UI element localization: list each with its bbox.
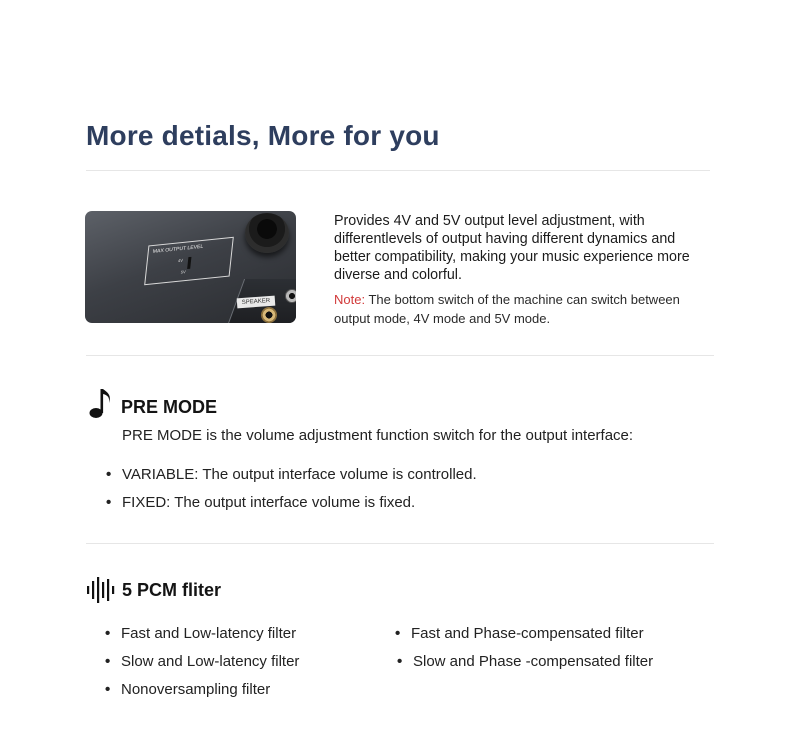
waveform-icon	[86, 577, 116, 603]
rca-jack	[285, 289, 296, 303]
panel-mark-top: 4V	[177, 257, 184, 264]
panel-label: MAX OUTPUT LEVEL	[152, 243, 204, 255]
list-item: • FIXED: The output interface volume is fixed.	[106, 494, 416, 511]
output-level-panel	[144, 237, 234, 286]
music-note-icon	[88, 386, 116, 420]
divider	[86, 170, 710, 171]
output-level-switch	[187, 257, 191, 269]
output-level-note	[334, 290, 714, 328]
list-item: • Slow and Phase -compensated filter	[397, 653, 654, 670]
panel-mark-bottom: 5V	[180, 269, 187, 275]
list-item: • VARIABLE: The output interface volume is controlled.	[106, 466, 477, 483]
device-foot	[245, 213, 289, 253]
page-title: More detials, More for you	[86, 120, 440, 151]
pre-mode-description: PRE MODE is the volume adjustment function switch for the output interface:	[122, 427, 634, 444]
list-item: • Nonoversampling filter	[105, 681, 271, 698]
divider	[86, 543, 714, 544]
pre-mode-title: PRE MODE	[121, 397, 218, 417]
note-text: The bottom switch of the machine can switch between output mode, 4V mode and 5V mode.	[334, 292, 680, 326]
port-label: SPEAKER	[237, 296, 276, 309]
product-photo	[85, 211, 296, 323]
note-label: Note:	[334, 292, 366, 307]
rca-jack	[261, 307, 277, 323]
list-item: • Fast and Phase-compensated filter	[395, 625, 644, 642]
output-level-description: Provides 4V and 5V output level adjustment, with differentlevels of output having different dynamics and better compatibility, making your music experience more diverse and colorful.	[334, 213, 690, 283]
list-item: • Fast and Low-latency filter	[105, 625, 297, 642]
divider	[86, 355, 714, 356]
pcm-filter-title: 5 PCM fliter	[122, 580, 222, 600]
list-item: • Slow and Low-latency filter	[105, 653, 300, 670]
